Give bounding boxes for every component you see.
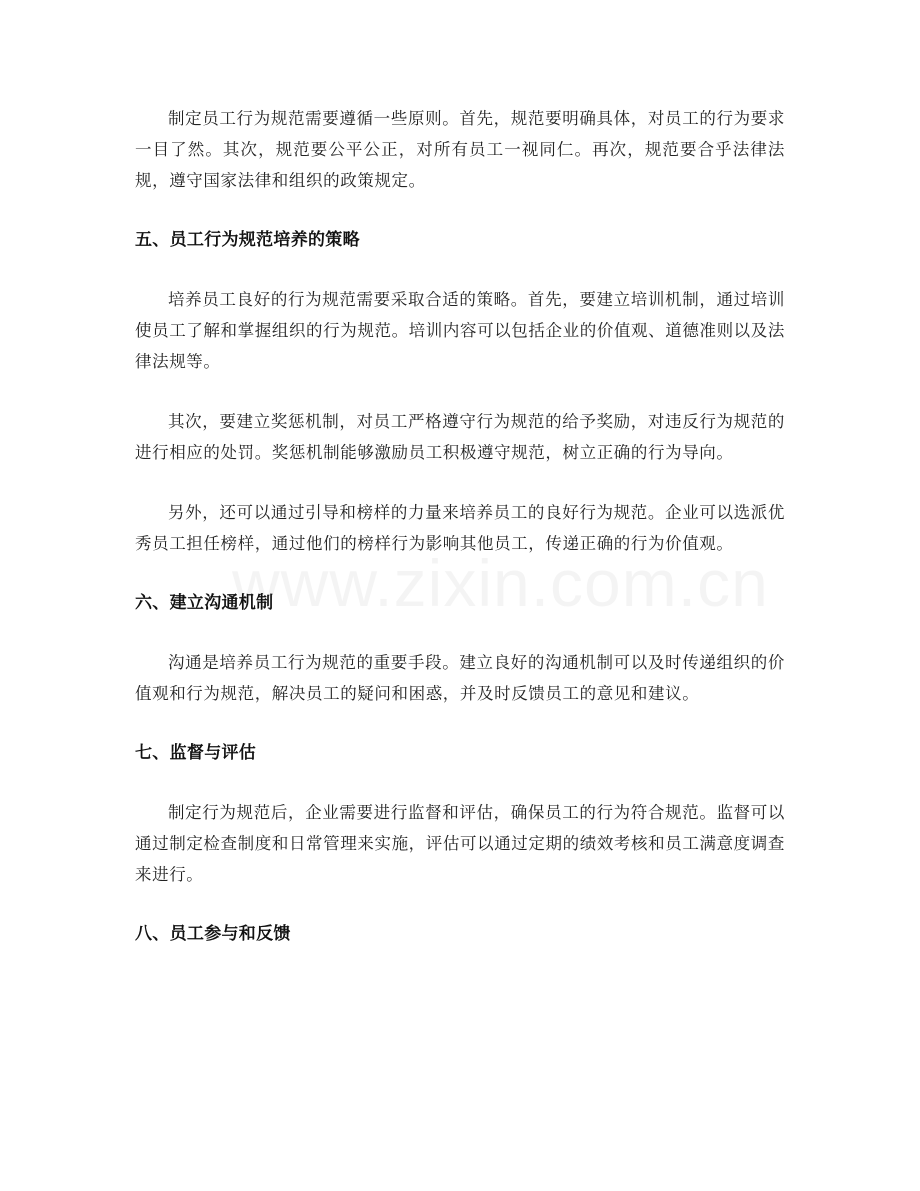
section-heading-6: 六、建立沟通机制 (135, 593, 274, 613)
paragraph-communication: 沟通是培养员工行为规范的重要手段。建立良好的沟通机制可以及时传递组织的价值观和行为规范，解决员工的疑问和困惑，并及时反馈员工的意见和建议。 (135, 653, 785, 703)
paragraph-rewards: 其次，要建立奖惩机制，对员工严格遵守行为规范的给予奖励，对违反行为规范的进行相应的处罚。奖惩机制能够激励员工积极遵守规范，树立正确的行为导向。 (135, 412, 785, 462)
paragraph-role-models: 另外，还可以通过引导和榜样的力量来培养员工的良好行为规范。企业可以选派优秀员工担任榜样，通过他们的榜样行为影响其他员工，传递正确的行为价值观。 (135, 503, 785, 553)
paragraph-training: 培养员工良好的行为规范需要采取合适的策略。首先，要建立培训机制，通过培训使员工了解和掌握组织的行为规范。培训内容可以包括企业的价值观、道德准则以及法律法规等。 (135, 290, 785, 371)
document-body (135, 103, 785, 949)
section-heading-5: 五、员工行为规范培养的策略 (135, 230, 360, 250)
paragraph-supervision: 制定行为规范后，企业需要进行监督和评估，确保员工的行为符合规范。监督可以通过制定检查制度和日常管理来实施，评估可以通过定期的绩效考核和员工满意度调查来进行。 (135, 803, 785, 884)
section-heading-8: 八、员工参与和反馈 (135, 924, 291, 944)
section-heading-7: 七、监督与评估 (135, 743, 257, 763)
paragraph-principles: 制定员工行为规范需要遵循一些原则。首先，规范要明确具体，对员工的行为要求一目了然。其次，规范要公平公正，对所有员工一视同仁。再次，规范要合乎法律法规，遵守国家法律和组织的政策规定。 (135, 109, 785, 190)
